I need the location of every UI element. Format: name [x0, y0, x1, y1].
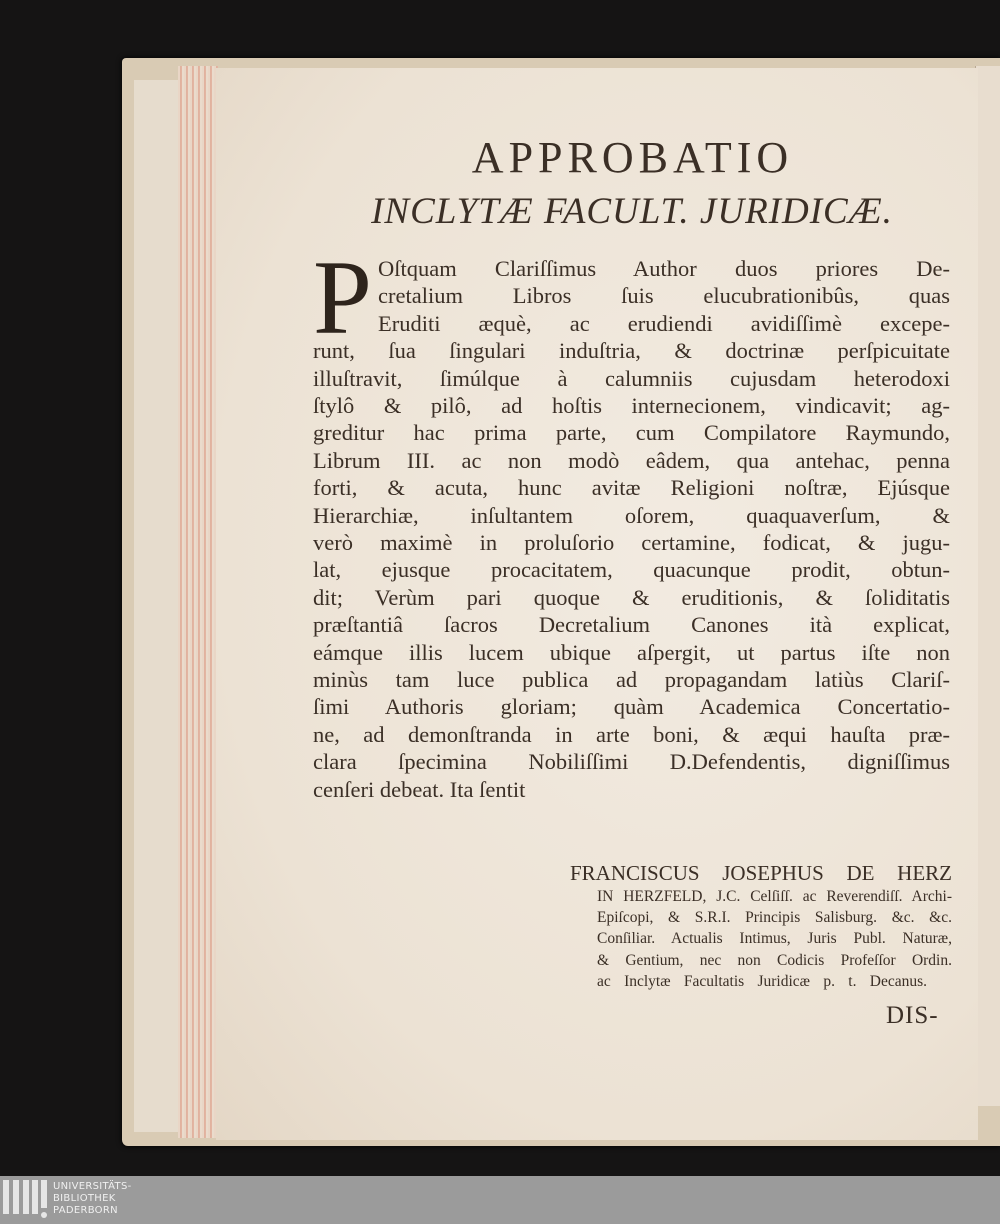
text-line: cretalium Libros ſuis elucubrationibûs, quas [378, 283, 950, 309]
signatory-title-line: ac Inclytæ Facultatis Juridicæ p. t. Decanus. [597, 972, 927, 990]
text-line: minùs tam luce publica ad propagandam latiùs Clariſ- [313, 667, 950, 692]
page-subtitle: INCLYTÆ FACULT. JURIDICÆ. [371, 191, 893, 232]
signatory-name: FRANCISCUS JOSEPHUS DE HERZ [570, 861, 952, 885]
signatory-title-line: IN HERZFELD, J.C. Celſiſſ. ac Reverendiſſ. Archi- [597, 888, 952, 905]
text-line: Librum III. ac non modò eâdem, qua antehac, penna [313, 447, 950, 473]
signatory-title-line: & Gentium, nec non Codicis Profeſſor Ordin. [597, 951, 952, 969]
page-title: APPROBATIO [471, 133, 794, 182]
logo-line: UNIVERSITÄTS- [53, 1181, 132, 1192]
catchword: DIS- [886, 1002, 939, 1029]
library-logo-text [53, 1181, 132, 1217]
text-line: eámque illis lucem ubique aſpergit, ut partus iſte non [313, 639, 950, 665]
text-line: runt, ſua ſingulari induſtria, & doctrinæ perſpicuitate [313, 338, 950, 364]
text-line: cenſeri debeat. Ita ſentit [313, 776, 526, 802]
signatory-title-line: Epiſcopi, & S.R.I. Principis Salisburg. &c. &c. [597, 909, 952, 927]
next-page-edge [975, 66, 1000, 1106]
text-line: forti, & acuta, hunc avitæ Religioni noſtræ, Ejúsque [313, 475, 950, 501]
signatory-title-line: Conſiliar. Actualis Intimus, Juris Publ. Naturæ, [597, 930, 952, 948]
text-line: lat, ejusque procacitatem, quacunque prodit, obtun- [313, 557, 950, 583]
text-line: ſtylô & pilô, ad hoſtis internecionem, vindicavit; ag- [313, 393, 950, 418]
logo-line: PADERBORN [53, 1205, 118, 1216]
text-line: Hierarchiæ, inſultantem oſorem, quaquaverſum, & [313, 502, 950, 528]
text-line: præſtantiâ ſacros Decretalium Canones ità explicat, [313, 612, 950, 638]
text-line: dit; Verùm pari quoque & eruditionis, & ſoliditatis [313, 584, 950, 610]
text-line: ſimi Authoris gloriam; quàm Academica Concertatio- [313, 694, 950, 720]
library-footer [0, 1176, 1000, 1224]
text-line: Eruditi æquè, ac erudiendi avidiſſimè excepe- [378, 310, 950, 336]
logo-line: BIBLIOTHEK [53, 1193, 116, 1204]
text-line: verò maximè in proluſorio certamine, fodicat, & jugu- [313, 530, 950, 555]
page-edges [178, 66, 218, 1138]
text-line: ne, ad demonſtranda in arte boni, & æqui hauſta præ- [313, 721, 950, 747]
text-line: greditur hac prima parte, cum Compilatore Raymundo, [313, 420, 950, 446]
text-line: illuſtravit, ſimúlque à calumniis cujusdam heterodoxi [313, 365, 950, 391]
text-line: clara ſpecimina Nobiliſſimi D.Defendentis, digniſſimus [313, 749, 950, 775]
text-line: Oſtquam Clariſſimus Author duos priores De- [378, 256, 950, 281]
drop-cap: P [313, 239, 372, 356]
